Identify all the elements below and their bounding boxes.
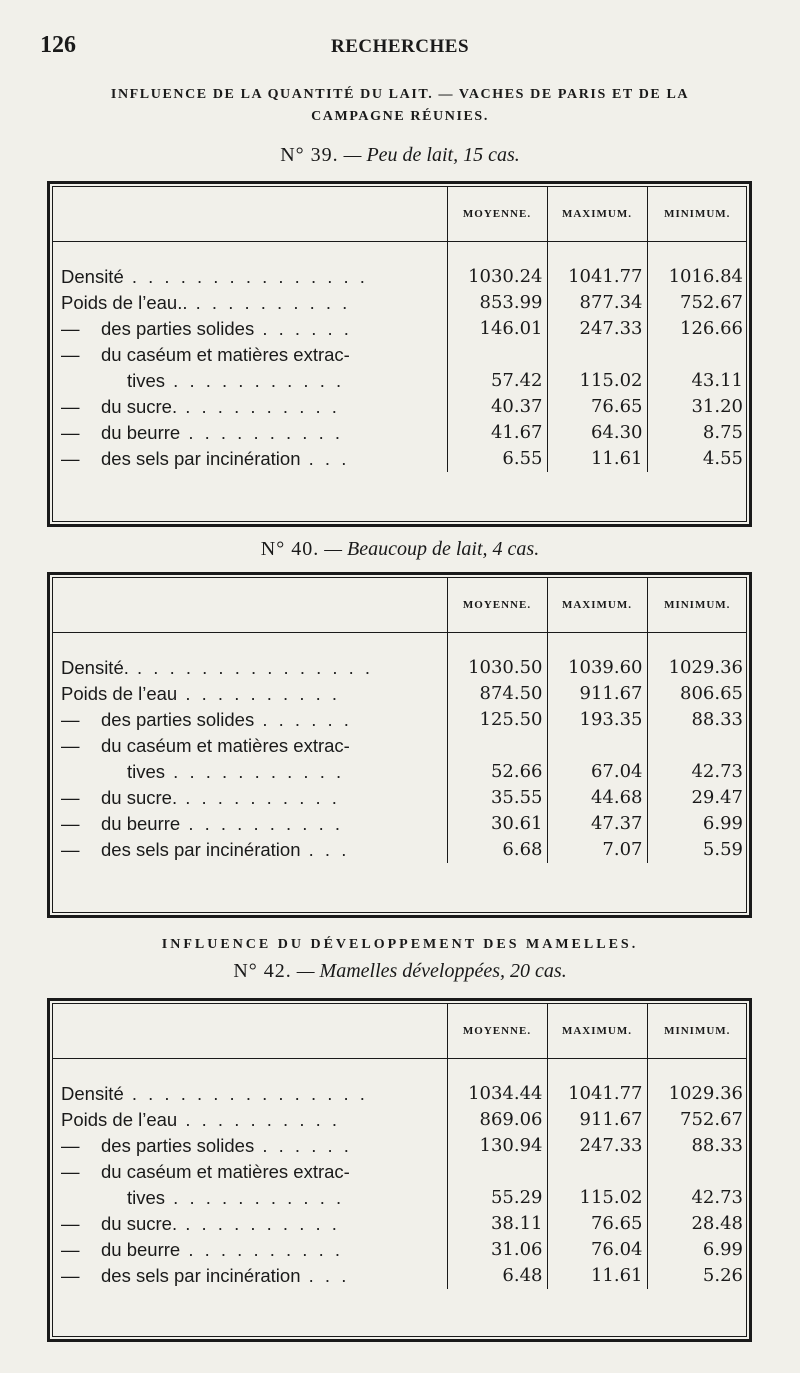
- row-dash: —: [61, 448, 80, 469]
- table-row: [53, 264, 747, 290]
- header-blank: [53, 1004, 447, 1059]
- table-row: [53, 394, 747, 420]
- table-row: [53, 759, 747, 785]
- spacer-row: [53, 242, 747, 265]
- cell-moyenne: [447, 1159, 547, 1185]
- cell-maximum: 76.04: [547, 1237, 647, 1263]
- cell-maximum: 67.04: [547, 759, 647, 785]
- cell-moyenne: 40.37: [447, 394, 547, 420]
- cell-minimum: 126.66: [647, 316, 747, 342]
- row-label-text: des sels par incinération: [101, 1265, 301, 1286]
- table-row: [53, 811, 747, 837]
- column-header-minimum: MINIMUM.: [647, 187, 747, 242]
- cell-moyenne: 853.99: [447, 290, 547, 316]
- cell-moyenne: 1030.50: [447, 655, 547, 681]
- row-dash: —: [61, 1213, 80, 1234]
- row-label-text: Poids de l’eau: [61, 1109, 178, 1130]
- cell-minimum: 6.99: [647, 811, 747, 837]
- cell-maximum: 7.07: [547, 837, 647, 863]
- column-header-moyenne: MOYENNE.: [447, 578, 547, 633]
- row-label: [53, 811, 447, 837]
- column-header-maximum: MAXIMUM.: [547, 578, 647, 633]
- row-label: [53, 1081, 447, 1107]
- table-row: [53, 446, 747, 472]
- row-label: [53, 1263, 447, 1289]
- caption-text: — Beaucoup de lait, 4 cas.: [319, 538, 540, 560]
- cell-minimum: 1029.36: [647, 655, 747, 681]
- cell-moyenne: 35.55: [447, 785, 547, 811]
- row-dash: —: [61, 318, 80, 339]
- row-label-text: du beurre: [101, 422, 181, 443]
- table-frame-39: [47, 181, 752, 527]
- cell-maximum: 115.02: [547, 368, 647, 394]
- row-dash: —: [61, 422, 80, 443]
- row-label-text: du caséum et matières extrac-: [101, 1161, 350, 1182]
- cell-maximum: 247.33: [547, 1133, 647, 1159]
- table-row: [53, 707, 747, 733]
- cell-maximum: 64.30: [547, 420, 647, 446]
- leader-dots: . . . . . . . . . .: [187, 292, 351, 313]
- cell-moyenne: 30.61: [447, 811, 547, 837]
- table-row: [53, 290, 747, 316]
- cell-maximum: [547, 1159, 647, 1185]
- table-row: [53, 1081, 747, 1107]
- cell-minimum: 43.11: [647, 368, 747, 394]
- table-row: [53, 368, 747, 394]
- cell-maximum: 76.65: [547, 1211, 647, 1237]
- cell-maximum: [547, 342, 647, 368]
- caption-number: N° 40.: [260, 538, 320, 560]
- column-header-minimum: MINIMUM.: [647, 1004, 747, 1059]
- row-label-text: tives: [127, 761, 166, 782]
- cell-maximum: 44.68: [547, 785, 647, 811]
- row-label-text: du beurre: [101, 813, 181, 834]
- cell-moyenne: 55.29: [447, 1185, 547, 1211]
- row-label-text: Poids de l’eau..: [61, 292, 188, 313]
- leader-dots: . . . . . . . . . . .: [165, 370, 345, 391]
- cell-minimum: [647, 342, 747, 368]
- row-dash: —: [61, 1161, 80, 1182]
- cell-moyenne: 52.66: [447, 759, 547, 785]
- cell-minimum: 1029.36: [647, 1081, 747, 1107]
- caption-number: N° 42.: [233, 960, 292, 982]
- cell-minimum: 752.67: [647, 290, 747, 316]
- leader-dots: . . . . . .: [254, 709, 352, 730]
- cell-maximum: 76.65: [547, 394, 647, 420]
- row-label-text: des parties solides: [101, 1135, 255, 1156]
- row-dash: —: [61, 709, 80, 730]
- cell-minimum: 42.73: [647, 759, 747, 785]
- cell-maximum: 911.67: [547, 681, 647, 707]
- cell-minimum: 1016.84: [647, 264, 747, 290]
- table-row: [53, 733, 747, 759]
- row-label-text: des parties solides: [101, 318, 255, 339]
- column-header-moyenne: MOYENNE.: [447, 1004, 547, 1059]
- row-label: [53, 316, 447, 342]
- row-label-text: des sels par incinération: [101, 839, 301, 860]
- row-label: [53, 707, 447, 733]
- row-dash: —: [61, 839, 80, 860]
- row-label: [53, 733, 447, 759]
- row-label: [53, 1211, 447, 1237]
- spacer-row: [53, 1059, 747, 1082]
- running-head: RECHERCHES: [330, 36, 470, 57]
- cell-moyenne: 31.06: [447, 1237, 547, 1263]
- cell-minimum: [647, 733, 747, 759]
- cell-minimum: 8.75: [647, 420, 747, 446]
- cell-maximum: 115.02: [547, 1185, 647, 1211]
- row-label: [53, 446, 447, 472]
- cell-moyenne: 869.06: [447, 1107, 547, 1133]
- row-label-text: du beurre: [101, 1239, 181, 1260]
- table-row: [53, 1159, 747, 1185]
- table-row: [53, 785, 747, 811]
- section-heading-line2: CAMPAGNE RÉUNIES.: [311, 109, 489, 124]
- row-label-text: tives: [127, 370, 166, 391]
- row-label-text: Densité.: [61, 657, 129, 678]
- row-label-text: Poids de l’eau: [61, 683, 178, 704]
- cell-minimum: 752.67: [647, 1107, 747, 1133]
- leader-dots: . . . . . . . . . . .: [165, 761, 345, 782]
- row-label: [53, 837, 447, 863]
- cell-maximum: 877.34: [547, 290, 647, 316]
- leader-dots: . . . . . . . . . .: [177, 683, 341, 704]
- analysis-table: [53, 1004, 747, 1289]
- table-row: [53, 1133, 747, 1159]
- cell-moyenne: 1034.44: [447, 1081, 547, 1107]
- cell-minimum: 88.33: [647, 707, 747, 733]
- row-label-text: Densité: [61, 266, 124, 287]
- cell-maximum: 1041.77: [547, 1081, 647, 1107]
- row-dash: —: [61, 1265, 80, 1286]
- cell-minimum: 4.55: [647, 446, 747, 472]
- table-caption-40: [0, 538, 800, 561]
- row-label: [53, 420, 447, 446]
- row-label-text: du sucre.: [101, 1213, 178, 1234]
- table-row: [53, 342, 747, 368]
- leader-dots: . . . . . . . . . . . . . . .: [123, 266, 368, 287]
- spacer-row: [53, 633, 747, 656]
- cell-minimum: 88.33: [647, 1133, 747, 1159]
- row-dash: —: [61, 813, 80, 834]
- analysis-table: [53, 578, 747, 863]
- leader-dots: . . . . . . . . . .: [177, 787, 340, 808]
- row-label: [53, 342, 447, 368]
- cell-moyenne: 125.50: [447, 707, 547, 733]
- row-label-text: du sucre.: [101, 396, 178, 417]
- table-row: [53, 1107, 747, 1133]
- leader-dots: . . .: [300, 448, 350, 469]
- cell-minimum: 5.26: [647, 1263, 747, 1289]
- row-label: [53, 290, 447, 316]
- cell-minimum: 42.73: [647, 1185, 747, 1211]
- cell-moyenne: 6.48: [447, 1263, 547, 1289]
- cell-moyenne: 38.11: [447, 1211, 547, 1237]
- cell-moyenne: 6.68: [447, 837, 547, 863]
- cell-maximum: 11.61: [547, 1263, 647, 1289]
- leader-dots: . . . . . . . . . .: [177, 1213, 340, 1234]
- table-frame-40: [47, 572, 752, 918]
- leader-dots: . . . . . . . . . .: [177, 1109, 341, 1130]
- caption-number: N° 39.: [280, 144, 339, 166]
- row-label: [53, 785, 447, 811]
- row-label-text: tives: [127, 1187, 166, 1208]
- row-label-text: du caséum et matières extrac-: [101, 344, 350, 365]
- cell-maximum: 247.33: [547, 316, 647, 342]
- row-label-text: du sucre.: [101, 787, 178, 808]
- cell-minimum: 6.99: [647, 1237, 747, 1263]
- leader-dots: . . . . . . . . . .: [180, 1239, 344, 1260]
- cell-moyenne: 874.50: [447, 681, 547, 707]
- leader-dots: . . . . . . . . . . . . . . .: [128, 657, 374, 678]
- leader-dots: . . . . . .: [254, 318, 352, 339]
- table-frame-42: [47, 998, 752, 1342]
- cell-maximum: 11.61: [547, 446, 647, 472]
- caption-text: — Mamelles développées, 20 cas.: [291, 960, 567, 982]
- table-row: [53, 681, 747, 707]
- table-caption-39: [0, 144, 800, 167]
- row-dash: —: [61, 344, 80, 365]
- cell-maximum: 911.67: [547, 1107, 647, 1133]
- cell-minimum: 5.59: [647, 837, 747, 863]
- leader-dots: . . . . . .: [254, 1135, 352, 1156]
- row-label: [53, 368, 447, 394]
- column-header-minimum: MINIMUM.: [647, 578, 747, 633]
- caption-text: — Peu de lait, 15 cas.: [338, 144, 520, 166]
- row-label: [53, 1237, 447, 1263]
- row-dash: —: [61, 1239, 80, 1260]
- row-label: [53, 264, 447, 290]
- cell-minimum: 31.20: [647, 394, 747, 420]
- cell-moyenne: 1030.24: [447, 264, 547, 290]
- row-label-text: des sels par incinération: [101, 448, 301, 469]
- row-label: [53, 394, 447, 420]
- cell-minimum: 29.47: [647, 785, 747, 811]
- cell-minimum: 28.48: [647, 1211, 747, 1237]
- table-row: [53, 420, 747, 446]
- table-row: [53, 316, 747, 342]
- row-dash: —: [61, 396, 80, 417]
- leader-dots: . . .: [300, 839, 350, 860]
- leader-dots: . . .: [300, 1265, 350, 1286]
- cell-moyenne: [447, 733, 547, 759]
- cell-moyenne: 57.42: [447, 368, 547, 394]
- cell-maximum: 1039.60: [547, 655, 647, 681]
- leader-dots: . . . . . . . . . . .: [165, 1187, 345, 1208]
- table-row: [53, 1211, 747, 1237]
- cell-moyenne: 146.01: [447, 316, 547, 342]
- table-row: [53, 1185, 747, 1211]
- cell-maximum: [547, 733, 647, 759]
- cell-maximum: 193.35: [547, 707, 647, 733]
- page-number: 126: [40, 32, 76, 58]
- section-heading-mamelles: INFLUENCE DU DÉVELOPPEMENT DES MAMELLES.: [161, 937, 639, 952]
- cell-moyenne: 41.67: [447, 420, 547, 446]
- row-label: [53, 655, 447, 681]
- cell-minimum: 806.65: [647, 681, 747, 707]
- leader-dots: . . . . . . . . . .: [180, 813, 344, 834]
- row-dash: —: [61, 735, 80, 756]
- leader-dots: . . . . . . . . . .: [177, 396, 340, 417]
- table-row: [53, 837, 747, 863]
- header-blank: [53, 187, 447, 242]
- row-label: [53, 681, 447, 707]
- row-label-text: Densité: [61, 1083, 124, 1104]
- table-row: [53, 1237, 747, 1263]
- table-row: [53, 1263, 747, 1289]
- column-header-moyenne: MOYENNE.: [447, 187, 547, 242]
- column-header-maximum: MAXIMUM.: [547, 187, 647, 242]
- row-label-text: des parties solides: [101, 709, 255, 730]
- row-dash: —: [61, 787, 80, 808]
- row-dash: —: [61, 1135, 80, 1156]
- cell-maximum: 47.37: [547, 811, 647, 837]
- header-blank: [53, 578, 447, 633]
- cell-minimum: [647, 1159, 747, 1185]
- row-label: [53, 1185, 447, 1211]
- row-label: [53, 759, 447, 785]
- row-label-text: du caséum et matières extrac-: [101, 735, 350, 756]
- cell-moyenne: 6.55: [447, 446, 547, 472]
- table-caption-42: [0, 960, 800, 983]
- leader-dots: . . . . . . . . . .: [180, 422, 344, 443]
- section-heading-quantite: [0, 84, 800, 128]
- row-label: [53, 1107, 447, 1133]
- cell-maximum: 1041.77: [547, 264, 647, 290]
- leader-dots: . . . . . . . . . . . . . . .: [123, 1083, 368, 1104]
- cell-moyenne: 130.94: [447, 1133, 547, 1159]
- section-heading-line1: INFLUENCE DE LA QUANTITÉ DU LAIT. — VACHES DE PARIS ET DE LA: [110, 87, 690, 102]
- row-label: [53, 1159, 447, 1185]
- row-label: [53, 1133, 447, 1159]
- cell-moyenne: [447, 342, 547, 368]
- analysis-table: [53, 187, 747, 472]
- column-header-maximum: MAXIMUM.: [547, 1004, 647, 1059]
- table-row: [53, 655, 747, 681]
